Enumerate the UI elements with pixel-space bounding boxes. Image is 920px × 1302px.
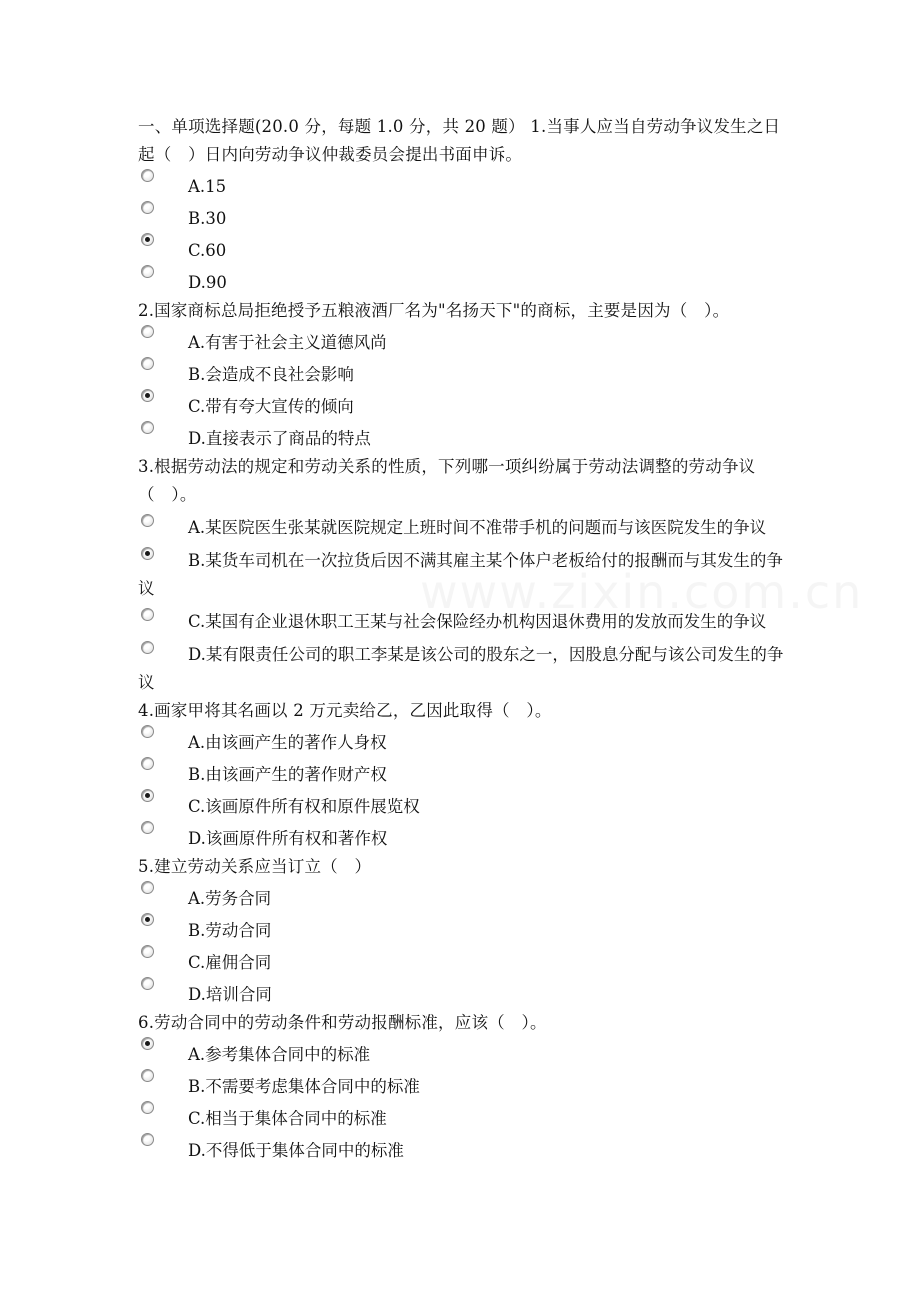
option-label: C.相当于集体合同中的标准 [188,1109,387,1128]
option-label: A.15 [188,177,227,196]
radio-checked-icon[interactable] [141,233,154,246]
question-2-options [138,325,788,453]
radio-icon[interactable] [141,357,154,370]
question-6-options [138,1037,788,1165]
option-label: A.劳务合同 [188,889,272,908]
option-6c[interactable] [138,1101,788,1133]
radio-icon[interactable] [141,641,154,654]
option-5d[interactable] [138,977,788,1009]
option-label: D.90 [188,273,227,292]
option-label: B.某货车司机在一次拉货后因不满其雇主某个体户老板给付的报酬而与其发生的争议 [138,551,783,598]
option-label: A.有害于社会主义道德风尚 [188,333,387,352]
option-label: D.该画原件所有权和著作权 [188,829,388,848]
option-label: C.某国有企业退休职工王某与社会保险经办机构因退休费用的发放而发生的争议 [188,612,767,631]
radio-icon[interactable] [141,881,154,894]
option-label: D.培训合同 [188,985,272,1004]
option-1c[interactable] [138,233,788,265]
radio-icon[interactable] [141,977,154,990]
question-2-stem: 2.国家商标总局拒绝授予五粮液酒厂名为"名扬天下"的商标，主要是因为（ ）。 [138,301,730,320]
option-label: B.不需要考虑集体合同中的标准 [188,1077,420,1096]
radio-icon[interactable] [141,169,154,182]
question-4-stem: 4.画家甲将其名画以 2 万元卖给乙，乙因此取得（ ）。 [138,701,552,720]
option-5a[interactable] [138,881,788,913]
option-label: C.该画原件所有权和原件展览权 [188,797,420,816]
option-6b[interactable] [138,1069,788,1101]
radio-icon[interactable] [141,265,154,278]
option-2b[interactable] [138,357,788,389]
option-label: B.由该画产生的著作财产权 [188,765,387,784]
radio-checked-icon[interactable] [141,547,154,560]
option-3b[interactable] [138,542,788,603]
option-label: C.60 [188,241,227,260]
option-label: D.某有限责任公司的职工李某是该公司的股东之一，因股息分配与该公司发生的争议 [138,645,784,692]
question-5-options [138,881,788,1009]
option-label: B.劳动合同 [188,921,272,940]
option-4a[interactable] [138,725,788,757]
radio-checked-icon[interactable] [141,789,154,802]
radio-icon[interactable] [141,757,154,770]
option-3a[interactable] [138,509,788,542]
option-5b[interactable] [138,913,788,945]
option-5c[interactable] [138,945,788,977]
option-2c[interactable] [138,389,788,421]
quiz-page [138,113,788,1165]
option-label: D.直接表示了商品的特点 [188,429,371,448]
radio-icon[interactable] [141,514,154,527]
option-label: C.带有夸大宣传的倾向 [188,397,354,416]
option-label: B.会造成不良社会影响 [188,365,354,384]
option-2a[interactable] [138,325,788,357]
radio-icon[interactable] [141,1133,154,1146]
radio-icon[interactable] [141,608,154,621]
radio-icon[interactable] [141,325,154,338]
question-3-stem: 3.根据劳动法的规定和劳动关系的性质，下列哪一项纠纷属于劳动法调整的劳动争议（ ）。 [138,457,756,504]
radio-checked-icon[interactable] [141,913,154,926]
option-3d[interactable] [138,636,788,697]
question-1-text: 1.当事人应当自劳动争议发生之日起（ ）日内向劳动争议仲裁委员会提出书面申诉。 [138,117,781,164]
radio-icon[interactable] [141,821,154,834]
option-label: D.不得低于集体合同中的标准 [188,1141,404,1160]
question-5-stem: 5.建立劳动关系应当订立（ ） [138,857,372,876]
option-1d[interactable] [138,265,788,297]
radio-icon[interactable] [141,1101,154,1114]
option-label: B.30 [188,209,227,228]
option-6d[interactable] [138,1133,788,1165]
option-2d[interactable] [138,421,788,453]
radio-checked-icon[interactable] [141,389,154,402]
option-3c[interactable] [138,603,788,636]
option-1a[interactable] [138,169,788,201]
question-3-options [138,509,788,697]
radio-icon[interactable] [141,201,154,214]
question-1-stem [138,113,788,169]
radio-checked-icon[interactable] [141,1037,154,1050]
section-title: 一、单项选择题(20.0 分，每题 1.0 分，共 20 题） [138,117,525,136]
option-1b[interactable] [138,201,788,233]
radio-icon[interactable] [141,1069,154,1082]
option-label: A.参考集体合同中的标准 [188,1045,371,1064]
option-4c[interactable] [138,789,788,821]
question-4-options [138,725,788,853]
question-6-stem: 6.劳动合同中的劳动条件和劳动报酬标准，应该（ ）。 [138,1013,547,1032]
option-4d[interactable] [138,821,788,853]
watermark-text: www.zixin.com.cn [420,565,864,619]
question-1-options [138,169,788,297]
option-label: A.某医院医生张某就医院规定上班时间不准带手机的问题而与该医院发生的争议 [188,518,767,537]
radio-icon[interactable] [141,945,154,958]
radio-icon[interactable] [141,421,154,434]
option-6a[interactable] [138,1037,788,1069]
radio-icon[interactable] [141,725,154,738]
option-label: A.由该画产生的著作人身权 [188,733,387,752]
option-label: C.雇佣合同 [188,953,272,972]
option-4b[interactable] [138,757,788,789]
